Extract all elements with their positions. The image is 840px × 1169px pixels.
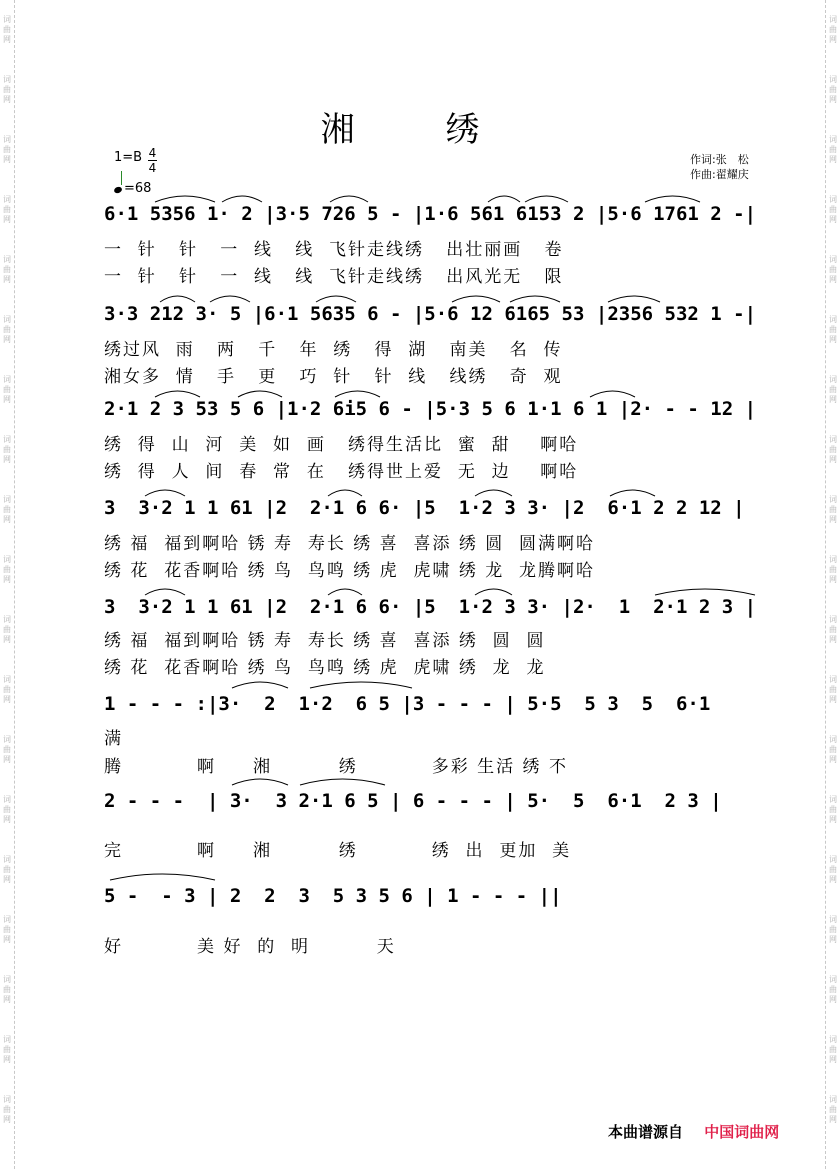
tempo-value: =68 <box>124 181 152 196</box>
slur-arc <box>316 296 356 302</box>
watermark-char: 网 <box>829 815 837 824</box>
watermark-group <box>3 660 11 720</box>
watermark-char: 曲 <box>829 385 837 394</box>
watermark-char: 曲 <box>829 925 837 934</box>
footer-site-link[interactable]: 中国词曲网 <box>704 1123 780 1141</box>
left-watermark-strip <box>0 0 15 1169</box>
watermark-group <box>3 360 11 420</box>
watermark-char: 曲 <box>829 445 837 454</box>
key-signature: 1=B <box>114 150 143 165</box>
watermark-group <box>829 0 837 60</box>
watermark-group <box>829 600 837 660</box>
watermark-char: 网 <box>3 515 11 524</box>
watermark-char: 词 <box>829 975 837 984</box>
lyric-line: 好 美 好 的 明 天 <box>104 937 396 957</box>
watermark-char: 网 <box>3 935 11 944</box>
watermark-char: 词 <box>829 135 837 144</box>
slur-arc <box>330 196 368 202</box>
time-signature-top: 4 <box>148 146 157 160</box>
watermark-group <box>3 720 11 780</box>
slur-arc <box>110 874 215 880</box>
watermark-char: 网 <box>3 215 11 224</box>
watermark-char: 曲 <box>3 445 11 454</box>
slur-arc <box>590 391 635 397</box>
watermark-char: 词 <box>3 15 11 24</box>
watermark-group <box>3 780 11 840</box>
slur-arc <box>232 682 288 688</box>
watermark-char: 词 <box>3 855 11 864</box>
score-line: 3 3·2 1 1 61 |2 2·1 6 6· |5 1·2 3 3· |2 6·1 2 2 12 | <box>104 497 745 519</box>
watermark-char: 曲 <box>829 1045 837 1054</box>
watermark-char: 词 <box>3 1095 11 1104</box>
watermark-char: 曲 <box>3 925 11 934</box>
lyric-line: 完 啊 湘 绣 绣 出 更加 美 <box>104 841 572 861</box>
watermark-char: 词 <box>3 195 11 204</box>
watermark-char: 词 <box>829 555 837 564</box>
watermark-char: 曲 <box>3 565 11 574</box>
watermark-char: 词 <box>829 615 837 624</box>
watermark-char: 曲 <box>829 865 837 874</box>
watermark-group <box>3 300 11 360</box>
watermark-char: 曲 <box>829 325 837 334</box>
slur-arc <box>510 296 560 302</box>
watermark-group <box>829 720 837 780</box>
watermark-group <box>829 1020 837 1080</box>
watermark-char: 网 <box>829 935 837 944</box>
score-line: 2·1 2 3 53 5 6 |1·2 6i5 6 - |5·3 5 6 1·1 6 1 |2· - - 12 | <box>104 398 757 420</box>
watermark-char: 曲 <box>3 145 11 154</box>
watermark-char: 词 <box>829 855 837 864</box>
watermark-char: 曲 <box>3 745 11 754</box>
watermark-group <box>829 180 837 240</box>
watermark-char: 曲 <box>829 25 837 34</box>
lyric-line: 绣 福 福到啊哈 锈 寿 寿长 绣 喜 喜添 绣 圆 圆满啊哈 <box>104 534 596 554</box>
time-signature <box>148 146 157 175</box>
watermark-group <box>829 840 837 900</box>
watermark-char: 词 <box>3 975 11 984</box>
watermark-char: 词 <box>829 675 837 684</box>
watermark-char: 网 <box>829 515 837 524</box>
lyric-line: 绣 得 人 间 春 常 在 绣得世上爱 无 边 啊哈 <box>104 462 579 482</box>
watermark-char: 词 <box>3 375 11 384</box>
slur-arc <box>645 196 700 202</box>
score-line: 2 - - - | 3· 3 2·1 6 5 | 6 - - - | 5· 5 6·1 2 3 | <box>104 790 722 812</box>
slur-arc <box>155 391 200 397</box>
watermark-group <box>3 1020 11 1080</box>
watermark-char: 网 <box>3 755 11 764</box>
lyric-line: 绣 花 花香啊哈 绣 鸟 鸟鸣 绣 虎 虎啸 绣 龙 龙腾啊哈 <box>104 561 596 581</box>
watermark-char: 词 <box>829 435 837 444</box>
watermark-char: 曲 <box>829 805 837 814</box>
watermark-char: 曲 <box>3 865 11 874</box>
watermark-char: 词 <box>3 135 11 144</box>
watermark-char: 词 <box>829 315 837 324</box>
watermark-char: 词 <box>829 255 837 264</box>
watermark-char: 网 <box>3 95 11 104</box>
watermark-char: 曲 <box>829 205 837 214</box>
lyric-line: 湘女多 情 手 更 巧 针 针 线 线绣 奇 观 <box>104 367 563 387</box>
watermark-group <box>3 600 11 660</box>
watermark-char: 词 <box>3 915 11 924</box>
watermark-char: 词 <box>3 495 11 504</box>
credits <box>690 152 749 182</box>
watermark-group <box>3 240 11 300</box>
watermark-char: 网 <box>3 1115 11 1124</box>
lyric-line: 满 <box>104 729 123 749</box>
watermark-char: 词 <box>3 1035 11 1044</box>
watermark-char: 网 <box>3 155 11 164</box>
watermark-char: 网 <box>3 395 11 404</box>
watermark-char: 曲 <box>3 805 11 814</box>
watermark-group <box>3 960 11 1020</box>
slur-arc <box>610 490 655 496</box>
watermark-group <box>829 420 837 480</box>
lyricist: 作词:张 松 <box>690 153 749 166</box>
quarter-note-icon <box>113 186 123 194</box>
slur-arc <box>145 490 185 496</box>
song-title: 湘 绣 <box>320 110 520 150</box>
watermark-char: 曲 <box>829 1105 837 1114</box>
watermark-char: 网 <box>829 215 837 224</box>
footer <box>608 1121 779 1142</box>
watermark-char: 词 <box>829 735 837 744</box>
watermark-group <box>829 480 837 540</box>
watermark-char: 词 <box>829 375 837 384</box>
watermark-char: 曲 <box>3 25 11 34</box>
watermark-char: 网 <box>829 275 837 284</box>
watermark-group <box>829 1080 837 1140</box>
tempo-marking <box>114 181 151 196</box>
watermark-char: 网 <box>3 35 11 44</box>
watermark-char: 网 <box>3 1055 11 1064</box>
watermark-char: 曲 <box>3 625 11 634</box>
slur-arc <box>488 196 520 202</box>
slur-arc <box>655 589 755 595</box>
watermark-char: 网 <box>829 875 837 884</box>
watermark-char: 曲 <box>3 505 11 514</box>
score-line: 6·1 5356 1· 2 |3·5 726 5 - |1·6 561 6153 2 |5·6 1761 2 -| <box>104 203 757 225</box>
watermark-group <box>3 840 11 900</box>
slur-arc <box>238 391 282 397</box>
score-line: 3 3·2 1 1 61 |2 2·1 6 6· |5 1·2 3 3· |2· 1 2·1 2 3 | <box>104 596 757 618</box>
watermark-char: 词 <box>829 15 837 24</box>
slur-arc <box>525 196 568 202</box>
watermark-char: 网 <box>3 455 11 464</box>
watermark-char: 曲 <box>3 265 11 274</box>
watermark-group <box>829 660 837 720</box>
watermark-char: 词 <box>3 75 11 84</box>
watermark-char: 曲 <box>829 625 837 634</box>
watermark-char: 词 <box>3 675 11 684</box>
watermark-char: 网 <box>829 455 837 464</box>
watermark-char: 网 <box>3 995 11 1004</box>
watermark-group <box>829 540 837 600</box>
watermark-char: 曲 <box>829 565 837 574</box>
slur-arc <box>328 490 362 496</box>
watermark-char: 曲 <box>829 505 837 514</box>
score-line: 1 - - - :|3· 2 1·2 6 5 |3 - - - | 5·5 5 3 5 6·1 <box>104 693 711 715</box>
watermark-char: 曲 <box>829 145 837 154</box>
watermark-char: 网 <box>829 35 837 44</box>
watermark-char: 网 <box>829 755 837 764</box>
watermark-char: 曲 <box>3 1045 11 1054</box>
lyric-line: 腾 啊 湘 绣 多彩 生活 绣 不 <box>104 757 568 777</box>
watermark-char: 曲 <box>829 985 837 994</box>
watermark-char: 词 <box>3 315 11 324</box>
composer: 作曲:翟耀庆 <box>690 168 749 181</box>
watermark-group <box>829 240 837 300</box>
watermark-char: 词 <box>3 795 11 804</box>
slur-arc <box>232 779 288 785</box>
lyric-line: 绣 得 山 河 美 如 画 绣得生活比 蜜 甜 啊哈 <box>104 435 579 455</box>
lyric-line: 绣 花 花香啊哈 绣 鸟 鸟鸣 绣 虎 虎啸 绣 龙 龙 <box>104 658 546 678</box>
watermark-char: 词 <box>829 915 837 924</box>
time-signature-bottom: 4 <box>148 161 157 175</box>
watermark-char: 词 <box>829 795 837 804</box>
watermark-char: 网 <box>829 155 837 164</box>
slur-arc <box>155 196 215 202</box>
watermark-char: 网 <box>3 335 11 344</box>
lyric-line: 绣过风 雨 两 千 年 绣 得 湖 南美 名 传 <box>104 340 563 360</box>
watermark-char: 曲 <box>829 745 837 754</box>
watermark-char: 词 <box>3 735 11 744</box>
watermark-char: 网 <box>829 1055 837 1064</box>
watermark-char: 曲 <box>3 205 11 214</box>
slur-arc <box>335 391 380 397</box>
watermark-group <box>829 300 837 360</box>
lyric-line: 一 针 针 一 线 线 飞针走线绣 出风光无 限 <box>104 267 564 287</box>
lyric-line: 一 针 针 一 线 线 飞针走线绣 出壮丽画 卷 <box>104 240 564 260</box>
watermark-group <box>3 420 11 480</box>
watermark-char: 网 <box>829 1115 837 1124</box>
watermark-group <box>3 900 11 960</box>
watermark-char: 词 <box>3 255 11 264</box>
slur-arc <box>300 779 385 785</box>
watermark-char: 曲 <box>3 385 11 394</box>
watermark-group <box>829 960 837 1020</box>
watermark-char: 词 <box>3 555 11 564</box>
watermark-group <box>3 480 11 540</box>
watermark-char: 网 <box>829 995 837 1004</box>
slur-arc <box>310 682 412 688</box>
lyric-line: 绣 福 福到啊哈 锈 寿 寿长 绣 喜 喜添 绣 圆 圆 <box>104 631 546 651</box>
watermark-char: 网 <box>3 575 11 584</box>
watermark-char: 曲 <box>3 985 11 994</box>
watermark-char: 词 <box>3 435 11 444</box>
watermark-char: 词 <box>829 495 837 504</box>
watermark-group <box>3 180 11 240</box>
watermark-char: 词 <box>829 195 837 204</box>
score-line: 3·3 212 3· 5 |6·1 5635 6 - |5·6 12 6165 53 |2356 532 1 -| <box>104 303 757 325</box>
watermark-group <box>3 1080 11 1140</box>
slur-arc <box>328 589 362 595</box>
watermark-char: 曲 <box>3 325 11 334</box>
watermark-char: 网 <box>3 275 11 284</box>
watermark-char: 网 <box>829 95 837 104</box>
watermark-char: 网 <box>829 695 837 704</box>
watermark-char: 网 <box>3 875 11 884</box>
watermark-char: 曲 <box>3 685 11 694</box>
watermark-char: 词 <box>3 615 11 624</box>
watermark-char: 网 <box>829 575 837 584</box>
right-watermark-strip <box>825 0 840 1169</box>
footer-source-label: 本曲谱源自 <box>608 1123 684 1141</box>
watermark-char: 网 <box>829 395 837 404</box>
watermark-char: 网 <box>3 815 11 824</box>
watermark-group <box>3 540 11 600</box>
watermark-char: 曲 <box>829 685 837 694</box>
watermark-char: 词 <box>829 1095 837 1104</box>
watermark-char: 词 <box>829 75 837 84</box>
watermark-char: 网 <box>829 635 837 644</box>
slur-arc <box>475 589 512 595</box>
slur-arc <box>160 296 195 302</box>
score-line: 5 - - 3 | 2 2 3 5 3 5 6 | 1 - - - || <box>104 885 562 907</box>
watermark-char: 曲 <box>829 265 837 274</box>
slur-arc <box>222 196 262 202</box>
slur-arc <box>452 296 500 302</box>
watermark-char: 网 <box>3 635 11 644</box>
watermark-char: 曲 <box>3 1105 11 1114</box>
slur-arc <box>210 296 250 302</box>
watermark-char: 曲 <box>3 85 11 94</box>
watermark-char: 曲 <box>829 85 837 94</box>
watermark-group <box>3 0 11 60</box>
watermark-group <box>829 360 837 420</box>
watermark-group <box>829 780 837 840</box>
watermark-char: 网 <box>3 695 11 704</box>
slur-arc <box>475 490 512 496</box>
slur-arc <box>608 296 660 302</box>
watermark-char: 词 <box>829 1035 837 1044</box>
watermark-group <box>829 900 837 960</box>
watermark-char: 网 <box>829 335 837 344</box>
slur-arc <box>145 589 185 595</box>
